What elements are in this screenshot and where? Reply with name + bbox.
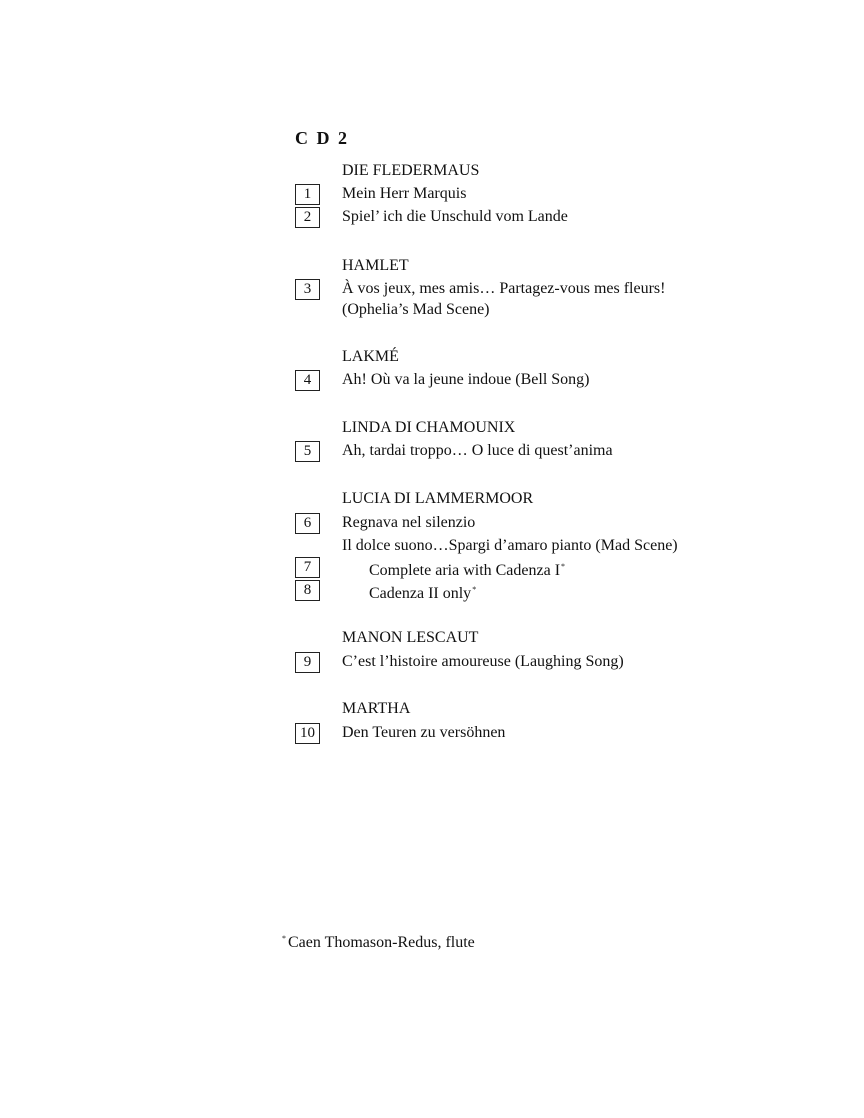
track-title: Spiel’ ich die Unschuld vom Lande <box>342 208 568 225</box>
subtrack-text: Complete aria with Cadenza I <box>369 562 561 579</box>
footnote-mark: * <box>282 934 286 943</box>
subtrack-text: Cadenza II only <box>369 585 472 602</box>
section-title-lakme: LAKMÉ <box>342 348 399 365</box>
footnote-mark: * <box>472 585 477 594</box>
section-title-martha: MARTHA <box>342 700 411 717</box>
footnote <box>282 929 475 953</box>
track-title: Den Teuren zu versöhnen <box>342 724 506 741</box>
track-title: Ah, tardai troppo… O luce di quest’anima <box>342 442 613 459</box>
track-title: Ah! Où va la jeune indoue (Bell Song) <box>342 371 590 388</box>
track-number-box: 3 <box>295 279 320 300</box>
subtrack-title <box>369 580 476 604</box>
section-title-linda-di-chamounix: LINDA DI CHAMOUNIX <box>342 419 516 436</box>
section-title-hamlet: HAMLET <box>342 257 409 274</box>
track-number-box: 6 <box>295 513 320 534</box>
track-title: C’est l’histoire amoureuse (Laughing Song) <box>342 653 624 670</box>
section-title-lucia-di-lammermoor: LUCIA DI LAMMERMOOR <box>342 490 534 507</box>
track-number-box: 10 <box>295 723 320 744</box>
cd-heading: C D 2 <box>295 128 349 148</box>
track-number-box: 7 <box>295 557 320 578</box>
section-title-manon-lescaut: MANON LESCAUT <box>342 629 479 646</box>
track-number-box: 8 <box>295 580 320 601</box>
track-number-box: 5 <box>295 441 320 462</box>
track-number-box: 2 <box>295 207 320 228</box>
subtrack-title <box>369 557 565 581</box>
track-number-box: 4 <box>295 370 320 391</box>
track-title-continued: (Ophelia’s Mad Scene) <box>342 301 490 318</box>
footnote-text: Caen Thomason-Redus, flute <box>288 934 475 951</box>
track-title: À vos jeux, mes amis… Partagez-vous mes fleurs! <box>342 280 666 297</box>
footnote-mark: * <box>561 562 566 571</box>
track-number-box: 1 <box>295 184 320 205</box>
track-title: Regnava nel silenzio <box>342 514 476 531</box>
track-title: Mein Herr Marquis <box>342 185 467 202</box>
section-title-die-fledermaus: DIE FLEDERMAUS <box>342 162 480 179</box>
aria-subheading: Il dolce suono…Spargi d’amaro pianto (Mad Scene) <box>342 537 678 554</box>
track-number-box: 9 <box>295 652 320 673</box>
